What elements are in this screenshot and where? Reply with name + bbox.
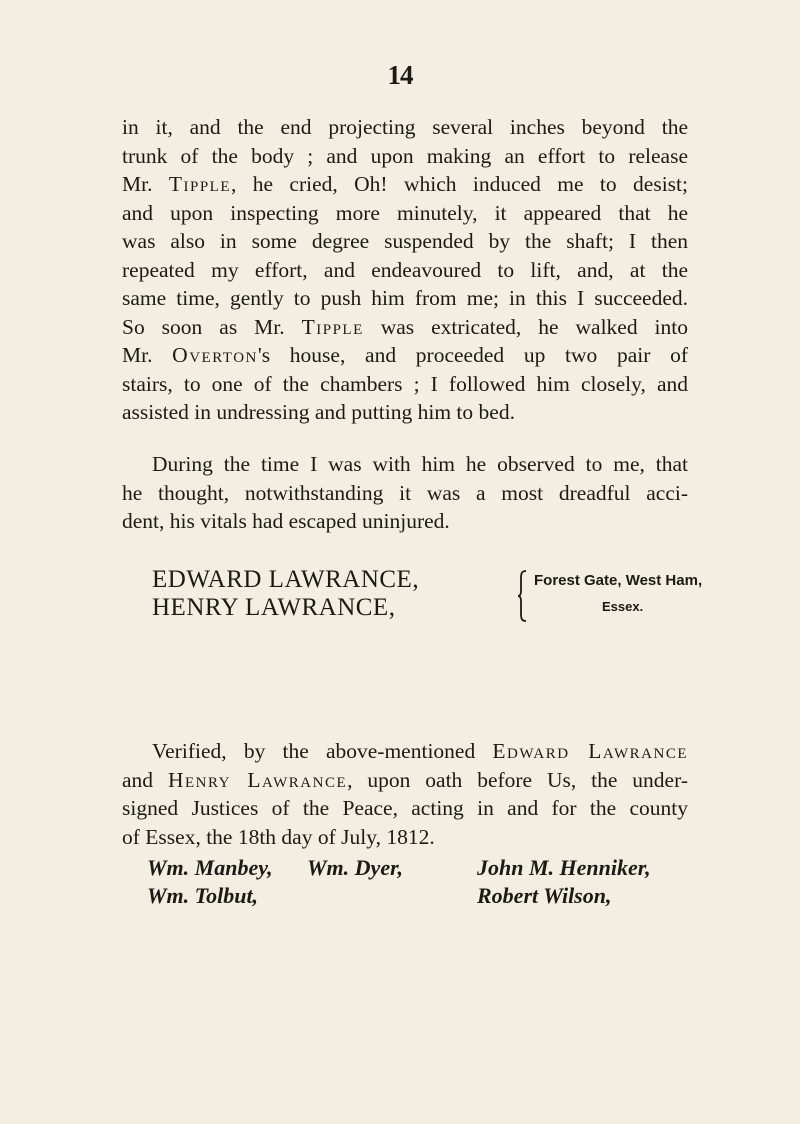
curly-brace-icon <box>517 570 527 622</box>
text-line: signed Justices of the Peace, acting in and for the county <box>122 796 688 820</box>
paragraph-1 <box>122 113 688 427</box>
signatory-place: Forest Gate, West Ham, <box>534 572 703 589</box>
signatory-name-2: HENRY LAWRANCE, <box>152 594 396 621</box>
small-caps-name: Henry Lawrance <box>167 767 348 792</box>
text-line: same time, gently to push him from me; in this I succeeded. <box>122 286 688 310</box>
signatory-name-1: EDWARD LAWRANCE, <box>152 566 420 593</box>
text-line: dent, his vitals had escaped uninjured. <box>122 509 450 533</box>
signatory-county: Essex. <box>602 599 644 614</box>
justice-name: John M. Henniker, <box>477 855 651 880</box>
text-line: During the time I was with him he observed to me, that <box>152 452 688 476</box>
text-line: assisted in undressing and putting him to bed. <box>122 400 515 424</box>
justice-name: Wm. Manbey, <box>147 855 273 880</box>
text-line: he thought, notwithstanding it was a most dreadful acci- <box>122 480 688 505</box>
justice-name: Wm. Tolbut, <box>147 883 259 908</box>
paragraph-2 <box>122 450 688 536</box>
small-caps-name: Tipple <box>301 314 364 339</box>
text-line: trunk of the body ; and upon making an effort to release <box>122 143 688 168</box>
text-line: in it, and the end projecting several inches beyond the <box>122 115 688 139</box>
text-line: stairs, to one of the chambers ; I followed him closely, and <box>122 371 688 396</box>
text-line: and Henry Lawrance, upon oath before Us, the under- <box>122 767 688 792</box>
text-line: Verified, by the above-mentioned Edward Lawrance <box>152 739 689 763</box>
text-line: of Essex, the 18th day of July, 1812. <box>122 824 435 849</box>
paragraph-3 <box>122 737 688 851</box>
text-line: was also in some degree suspended by the shaft; I then <box>122 229 688 253</box>
justice-name: Robert Wilson, <box>477 883 612 908</box>
page-number: 14 <box>387 60 413 90</box>
justices-signatures <box>147 855 687 915</box>
text-line: Mr. Overton's house, and proceeded up two pair of <box>122 343 689 367</box>
small-caps-name: Tipple <box>168 172 231 196</box>
justice-name: Wm. Dyer, <box>307 855 403 880</box>
signatory-block <box>152 566 703 626</box>
text-line: and upon inspecting more minutely, it appeared that he <box>122 200 688 225</box>
small-caps-name: Overton <box>172 343 258 367</box>
small-caps-name: Edward Lawrance <box>492 739 689 763</box>
text-line: repeated my effort, and endeavoured to lift, and, at the <box>122 257 688 282</box>
text-line: So soon as Mr. Tipple was extricated, he walked into <box>122 314 689 339</box>
text-line: Mr. Tipple, he cried, Oh! which induced me to desist; <box>122 172 688 196</box>
